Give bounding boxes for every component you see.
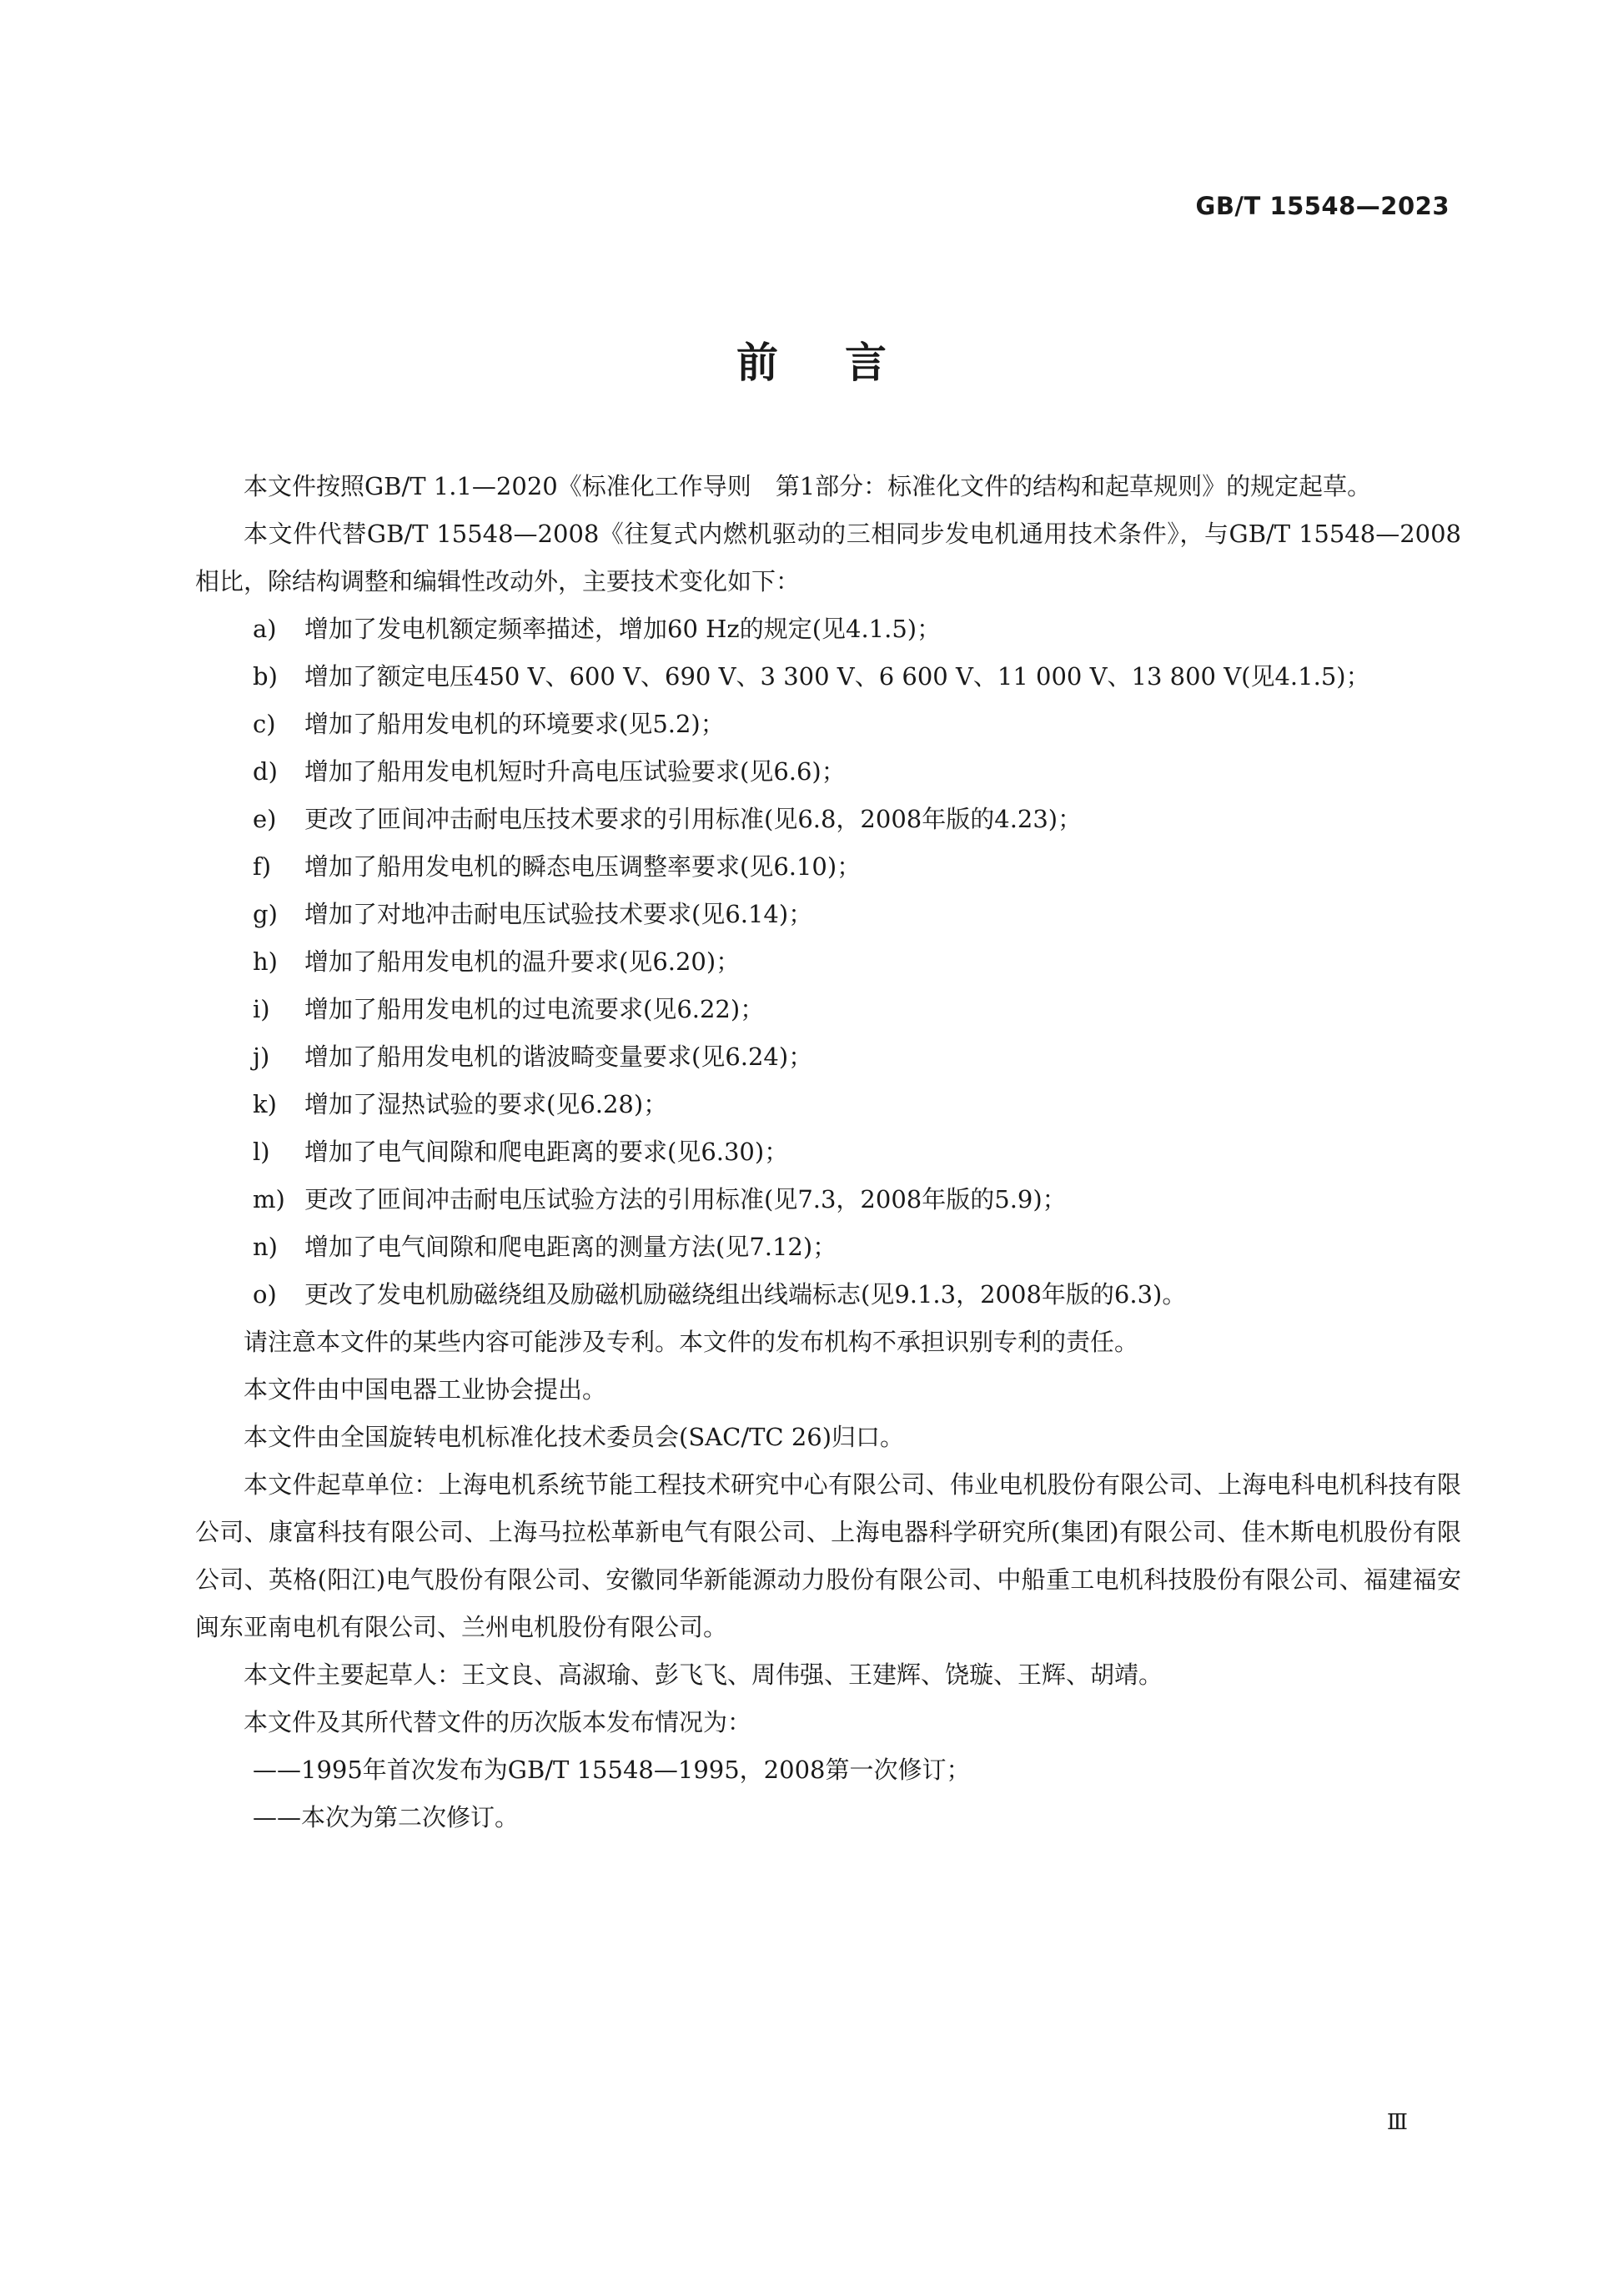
list-item-text: 增加了船用发电机的谐波畸变量要求(见6.24)； (304, 1042, 813, 1071)
list-item-label: a) (253, 615, 277, 643)
list-item (195, 701, 1461, 748)
list-item-text: 增加了对地冲击耐电压试验技术要求(见6.14)； (304, 900, 813, 928)
history-item: ——本次为第二次修订。 (253, 1803, 520, 1831)
list-item-label: d) (253, 757, 278, 786)
page-title: 前言 (736, 339, 953, 387)
paragraph-committee: 本文件由全国旋转电机标准化技术委员会(SAC/TC 26)归口。 (244, 1423, 905, 1451)
list-item-label: h) (253, 947, 278, 976)
list-item-text: 增加了船用发电机的瞬态电压调整率要求(见6.10)； (304, 852, 862, 881)
list-item-text: 增加了发电机额定频率描述，增加60 Hz的规定(见4.1.5)； (304, 615, 942, 643)
list-item (195, 653, 1461, 701)
paragraph-drafting-rules: 本文件按照GB/T 1.1—2020《标准化工作导则 第1部分：标准化文件的结构和起草规则》的规定起草。 (244, 472, 1372, 500)
list-item-text: 更改了匝间冲击耐电压试验方法的引用标准(见7.3，2008年版的5.9)； (304, 1185, 1067, 1213)
list-item-label: e) (253, 805, 277, 833)
list-item-label: k) (253, 1090, 277, 1118)
paragraph-patent-notice: 请注意本文件的某些内容可能涉及专利。本文件的发布机构不承担识别专利的责任。 (244, 1328, 1139, 1356)
list-item (195, 605, 1461, 653)
page-number: Ⅲ (1386, 2110, 1408, 2135)
list-item-text: 更改了匝间冲击耐电压技术要求的引用标准(见6.8，2008年版的4.23)； (304, 805, 1083, 833)
list-item-label: g) (253, 900, 278, 928)
list-item (195, 938, 1461, 986)
list-item-label: n) (253, 1233, 278, 1261)
list-item-text: 增加了船用发电机短时升高电压试验要求(见6.6)； (304, 757, 846, 786)
list-item (195, 986, 1461, 1033)
list-item-label: l) (253, 1138, 270, 1166)
list-item (195, 1081, 1461, 1128)
list-item (195, 1223, 1461, 1271)
paragraph-replacement: 本文件代替GB/T 15548—2008《往复式内燃机驱动的三相同步发电机通用技术条件》，与GB/T 15548—2008相比，除结构调整和编辑性改动外，主要技术变化如下： (195, 520, 1461, 595)
list-item-text: 增加了电气间隙和爬电距离的要求(见6.30)； (304, 1138, 789, 1166)
standard-code: GB/T 15548—2023 (1195, 192, 1450, 220)
list-item-text: 增加了船用发电机的环境要求(见5.2)； (304, 710, 725, 738)
list-item-label: m) (253, 1185, 285, 1213)
list-item-label: f) (253, 852, 272, 881)
paragraph-proposer: 本文件由中国电器工业协会提出。 (244, 1375, 607, 1404)
list-item-label: i) (253, 995, 270, 1023)
list-item (195, 1128, 1461, 1176)
paragraph-drafting-units: 本文件起草单位：上海电机系统节能工程技术研究中心有限公司、伟业电机股份有限公司、上海电科电机科技有限公司、康富科技有限公司、上海马拉松革新电气有限公司、上海电器科学研究所(集团)有限公司、佳木斯电机股份有限公司、英格(阳江)电气股份有限公司、安徽同华新能源动力股份有限公司、中船重工电机科技股份有限公司、福建福安闽东亚南电机有限公司、兰州电机股份有限公司。 (195, 1470, 1461, 1641)
list-item-text: 增加了湿热试验的要求(见6.28)； (304, 1090, 668, 1118)
list-item-label: c) (253, 710, 276, 738)
list-item-text: 增加了船用发电机的温升要求(见6.20)； (304, 947, 741, 976)
foreword-body (195, 463, 1461, 1841)
list-item (195, 1271, 1461, 1319)
list-item (195, 891, 1461, 938)
list-item (195, 748, 1461, 796)
list-item-label: b) (253, 662, 278, 691)
list-item (195, 796, 1461, 843)
list-item-text: 增加了船用发电机的过电流要求(见6.22)； (304, 995, 765, 1023)
list-item-label: o) (253, 1280, 277, 1309)
changes-list (195, 605, 1461, 1319)
paragraph-history-intro: 本文件及其所代替文件的历次版本发布情况为： (244, 1708, 752, 1736)
list-item-text: 增加了额定电压450 V、600 V、690 V、3 300 V、6 600 V、11 000 V、13 800 V(见4.1.5)； (304, 662, 1370, 691)
list-item (195, 1033, 1461, 1081)
list-item-label: j) (253, 1042, 270, 1071)
history-item: ——1995年首次发布为GB/T 15548—1995，2008第一次修订； (253, 1756, 971, 1784)
list-item (195, 843, 1461, 891)
list-item-text: 增加了电气间隙和爬电距离的测量方法(见7.12)； (304, 1233, 837, 1261)
paragraph-drafters: 本文件主要起草人：王文良、高淑瑜、彭飞飞、周伟强、王建辉、饶璇、王辉、胡靖。 (244, 1660, 1163, 1689)
list-item-text: 更改了发电机励磁绕组及励磁机励磁绕组出线端标志(见9.1.3，2008年版的6.3)。 (304, 1280, 1187, 1309)
list-item (195, 1176, 1461, 1223)
